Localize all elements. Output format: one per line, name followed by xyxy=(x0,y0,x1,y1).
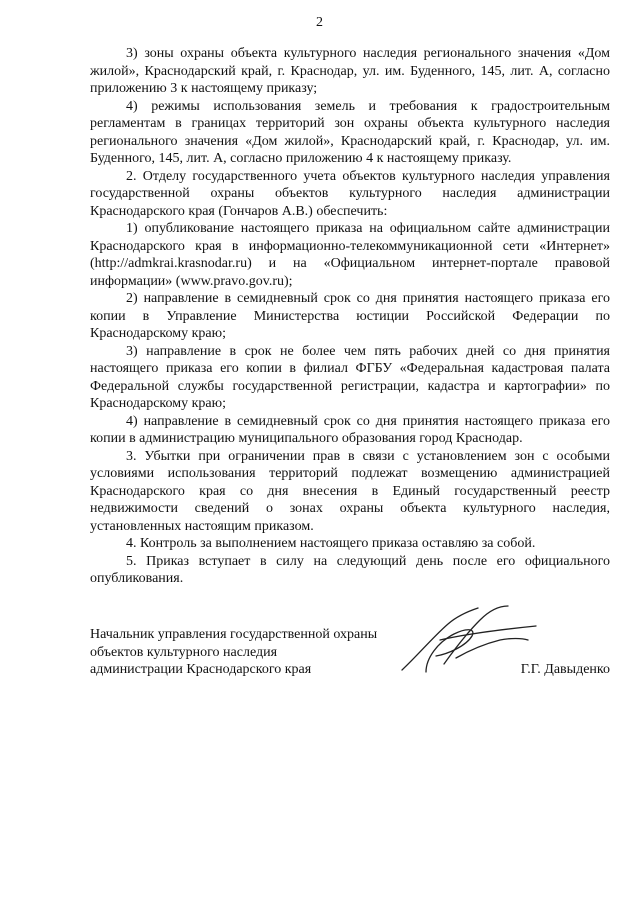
paragraph-publication: 1) опубликование настоящего приказа на официальном сайте администрации Краснодарского края в информационно-телекоммуникационной сети «Интернет» (http://admkrai.krasnodar.ru) и на «Официальном интернет-портале правовой информации» (www.pravo.gov.ru); xyxy=(90,221,610,289)
signatory-title-line2: объектов культурного наследия xyxy=(90,644,278,660)
signatory-title-line1: Начальник управления государственной охраны xyxy=(90,627,378,642)
signatory-name: Г.Г. Давыденко xyxy=(520,662,610,677)
paragraph-land-use: 4) режимы использования земель и требования к градостроительным регламентам в границах территорий зон охраны объекта культурного наследия регионального значения «Дом жилой», Краснодарский край, г. Краснодар, ул. им. Буденного, 145, лит. А, согласно приложению 4 к настоящему приказу. xyxy=(90,98,610,166)
paragraph-cadastre-copy: 3) направление в срок не более чем пять рабочих дней со дня принятия настоящего приказа его копии в филиал ФГБУ «Федеральная кадастровая палата Федеральной службы государственной регистрации, кадастра и картографии» по Краснодарскому краю; xyxy=(90,343,610,411)
paragraph-control: 4. Контроль за выполнением настоящего приказа оставляю за собой. xyxy=(126,536,536,551)
paragraph-municipal-copy: 4) направление в семидневный срок со дня принятия настоящего приказа его копии в администрацию муниципального образования город Краснодар. xyxy=(90,413,610,446)
paragraph-damages: 3. Убытки при ограничении прав в связи с установлением зон с особыми условиями использования территорий подлежат возмещению администрацией Краснодарского края со дня внесения в Единый государственный реестр недвижимости сведений о зонах охраны объекта культурного наследия, установленных настоящим приказом. xyxy=(90,448,610,534)
paragraph-justice-copy: 2) направление в семидневный срок со дня принятия настоящего приказа его копии в Управление Министерства юстиции Российской Федерации по Краснодарскому краю; xyxy=(90,291,610,341)
signatory-title-line3: администрации Краснодарского края xyxy=(90,662,312,677)
paragraph-zones: 3) зоны охраны объекта культурного наследия регионального значения «Дом жилой», Краснодарский край, г. Краснодар, ул. им. Буденного, 145, лит. А, согласно приложению 3 к настоящему приказу; xyxy=(90,46,610,96)
paragraph-department-tasks: 2. Отделу государственного учета объектов культурного наследия управления государственной охраны объектов культурного наследия администрации Краснодарского края (Гончаров А.В.) обеспечить: xyxy=(90,168,610,219)
signature-block xyxy=(90,626,610,686)
document-body xyxy=(90,45,610,588)
paragraph-effective-date: 5. Приказ вступает в силу на следующий день после его официального опубликования. xyxy=(90,553,610,586)
page-number: 2 xyxy=(316,15,323,30)
